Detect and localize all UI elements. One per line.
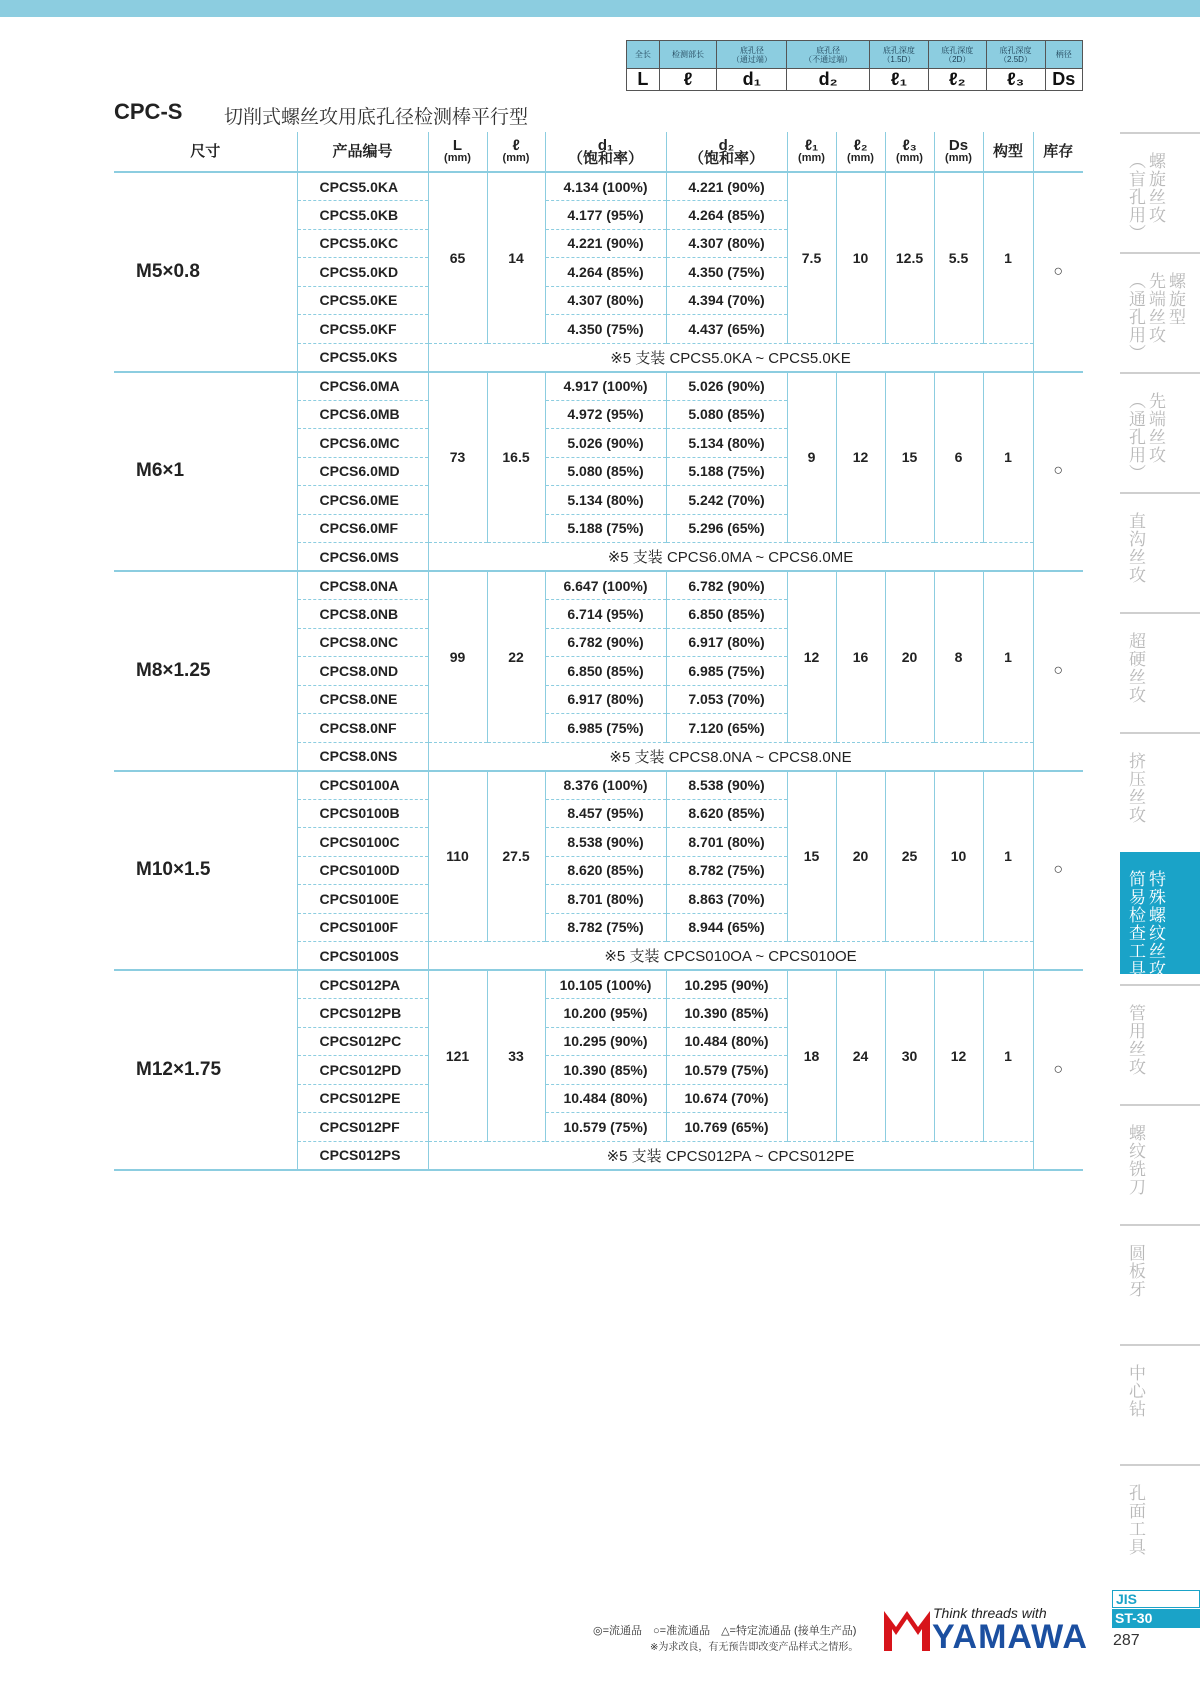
d1-cell: 8.538 (90%) bbox=[545, 828, 666, 857]
d1-cell: 4.917 (100%) bbox=[545, 372, 666, 401]
sidebar-tab-label: 中心钻 bbox=[1126, 1364, 1145, 1418]
d1-cell: 10.295 (90%) bbox=[545, 1027, 666, 1056]
product-code-cell: CPCS012PB bbox=[297, 999, 428, 1028]
sidebar-tab[interactable] bbox=[1120, 984, 1200, 1104]
l1-cell: 9 bbox=[787, 372, 836, 543]
product-code-cell: CPCS5.0KF bbox=[297, 315, 428, 344]
size-cell: M8×1.25 bbox=[114, 571, 297, 771]
dimension-legend bbox=[626, 40, 1083, 91]
col-l1: ℓ₁ (mm) bbox=[787, 132, 836, 172]
col-L: L (mm) bbox=[428, 132, 487, 172]
legend-header-cell: 检测部长 bbox=[659, 41, 717, 69]
d2-cell: 5.026 (90%) bbox=[666, 372, 787, 401]
product-code-cell: CPCS012PA bbox=[297, 970, 428, 999]
sidebar-tab[interactable] bbox=[1120, 852, 1200, 978]
product-code-cell: CPCS8.0NA bbox=[297, 571, 428, 600]
set-note-cell: ※5 支装 CPCS6.0MA ~ CPCS6.0ME bbox=[428, 543, 1033, 572]
col-type: 构型 bbox=[983, 132, 1033, 172]
brand-name: YAMAWA bbox=[932, 1618, 1088, 1656]
jis-label: JIS bbox=[1112, 1590, 1200, 1608]
d2-cell: 10.295 (90%) bbox=[666, 970, 787, 999]
col-code: 产品编号 bbox=[297, 132, 428, 172]
shank-cell: 6 bbox=[934, 372, 983, 543]
d1-cell: 6.782 (90%) bbox=[545, 628, 666, 657]
set-note-cell: ※5 支装 CPCS010OA ~ CPCS010OE bbox=[428, 942, 1033, 971]
product-code-cell: CPCS0100E bbox=[297, 885, 428, 914]
d1-cell: 10.105 (100%) bbox=[545, 970, 666, 999]
sidebar-tab-label: 超硬丝攻 bbox=[1126, 632, 1145, 704]
d2-cell: 6.850 (85%) bbox=[666, 600, 787, 629]
d2-cell: 10.390 (85%) bbox=[666, 999, 787, 1028]
d1-cell: 4.264 (85%) bbox=[545, 258, 666, 287]
l3-cell: 30 bbox=[885, 970, 934, 1141]
d1-cell: 8.620 (85%) bbox=[545, 856, 666, 885]
shank-cell: 8 bbox=[934, 571, 983, 742]
product-code-cell: CPCS8.0NC bbox=[297, 628, 428, 657]
sidebar-tab-label: 孔面工具 bbox=[1126, 1484, 1145, 1556]
d2-cell: 5.134 (80%) bbox=[666, 429, 787, 458]
type-cell: 1 bbox=[983, 372, 1033, 543]
product-code-cell: CPCS5.0KB bbox=[297, 201, 428, 230]
table-row bbox=[114, 571, 1083, 600]
set-code-cell: CPCS012PS bbox=[297, 1141, 428, 1170]
type-cell: 1 bbox=[983, 970, 1033, 1141]
set-code-cell: CPCS5.0KS bbox=[297, 343, 428, 372]
d1-cell: 8.701 (80%) bbox=[545, 885, 666, 914]
sidebar-tab-label: 特殊螺纹丝攻 bbox=[1146, 870, 1165, 978]
sidebar-tab-label: （通孔用） bbox=[1126, 272, 1145, 362]
d1-cell: 4.177 (95%) bbox=[545, 201, 666, 230]
col-l: ℓ (mm) bbox=[487, 132, 545, 172]
col-l3: ℓ₃ (mm) bbox=[885, 132, 934, 172]
gauge-length-cell: 16.5 bbox=[487, 372, 545, 543]
col-l2: ℓ₂ (mm) bbox=[836, 132, 885, 172]
product-code-cell: CPCS6.0MD bbox=[297, 457, 428, 486]
col-d2: d₂ （饱和率） bbox=[666, 132, 787, 172]
l1-cell: 15 bbox=[787, 771, 836, 942]
legend-symbol-cell: ℓ₁ bbox=[869, 69, 928, 91]
d1-cell: 10.579 (75%) bbox=[545, 1113, 666, 1142]
d2-cell: 5.080 (85%) bbox=[666, 400, 787, 429]
sidebar-tab-label: 管用丝攻 bbox=[1126, 1004, 1145, 1076]
sidebar-tab-label: 圆板牙 bbox=[1126, 1244, 1145, 1298]
product-code-cell: CPCS8.0NE bbox=[297, 685, 428, 714]
d2-cell: 10.579 (75%) bbox=[666, 1056, 787, 1085]
sidebar-tab-label: 螺纹铣刀 bbox=[1126, 1124, 1145, 1196]
sidebar-tab[interactable] bbox=[1120, 732, 1200, 852]
stock-cell: ○ bbox=[1033, 372, 1083, 572]
sidebar-tab[interactable] bbox=[1120, 1224, 1200, 1344]
sidebar-tab-label: 先端丝攻 bbox=[1146, 392, 1165, 464]
d2-cell: 8.782 (75%) bbox=[666, 856, 787, 885]
gauge-length-cell: 14 bbox=[487, 172, 545, 343]
product-code-cell: CPCS8.0NB bbox=[297, 600, 428, 629]
d1-cell: 10.484 (80%) bbox=[545, 1084, 666, 1113]
col-Ds: Ds (mm) bbox=[934, 132, 983, 172]
sidebar-tab-label: 简易检查工具 bbox=[1126, 870, 1145, 978]
legend-symbol-cell: ℓ bbox=[659, 69, 717, 91]
set-code-cell: CPCS6.0MS bbox=[297, 543, 428, 572]
legend-header-cell: 底孔径 （通过端） bbox=[717, 41, 787, 69]
section-label: ST-30 bbox=[1112, 1609, 1200, 1628]
d2-cell: 5.242 (70%) bbox=[666, 486, 787, 515]
d2-cell: 6.917 (80%) bbox=[666, 628, 787, 657]
d1-cell: 5.134 (80%) bbox=[545, 486, 666, 515]
sidebar-tab[interactable] bbox=[1120, 1104, 1200, 1224]
stock-cell: ○ bbox=[1033, 571, 1083, 771]
product-code-cell: CPCS012PF bbox=[297, 1113, 428, 1142]
legend-header-cell: 柄径 bbox=[1045, 41, 1082, 69]
length-cell: 110 bbox=[428, 771, 487, 942]
d2-cell: 8.863 (70%) bbox=[666, 885, 787, 914]
d1-cell: 6.917 (80%) bbox=[545, 685, 666, 714]
product-code-cell: CPCS6.0MB bbox=[297, 400, 428, 429]
l1-cell: 7.5 bbox=[787, 172, 836, 343]
legend-symbol-cell: ℓ₃ bbox=[986, 69, 1045, 91]
product-code-cell: CPCS5.0KD bbox=[297, 258, 428, 287]
page-title: CPC-S bbox=[114, 99, 183, 124]
sidebar-tab[interactable] bbox=[1120, 492, 1200, 612]
d1-cell: 10.200 (95%) bbox=[545, 999, 666, 1028]
product-code-cell: CPCS0100D bbox=[297, 856, 428, 885]
d1-cell: 8.782 (75%) bbox=[545, 913, 666, 942]
legend-symbol-cell: ℓ₂ bbox=[928, 69, 986, 91]
d1-cell: 10.390 (85%) bbox=[545, 1056, 666, 1085]
legend-symbol-cell: L bbox=[627, 69, 660, 91]
sidebar-tab[interactable] bbox=[1120, 1344, 1200, 1464]
d1-cell: 4.972 (95%) bbox=[545, 400, 666, 429]
page-subtitle: 切削式螺丝攻用底孔径检测棒平行型 bbox=[224, 107, 529, 128]
d1-cell: 4.134 (100%) bbox=[545, 172, 666, 201]
sidebar-tab[interactable] bbox=[1120, 132, 1200, 252]
sidebar-tab-label: 先端丝攻 bbox=[1146, 272, 1165, 344]
d2-cell: 8.620 (85%) bbox=[666, 799, 787, 828]
col-size: 尺寸 bbox=[114, 132, 297, 172]
l1-cell: 18 bbox=[787, 970, 836, 1141]
shank-cell: 10 bbox=[934, 771, 983, 942]
gauge-length-cell: 22 bbox=[487, 571, 545, 742]
sidebar-tab-label: 直沟丝攻 bbox=[1126, 512, 1145, 584]
product-code-cell: CPCS5.0KC bbox=[297, 229, 428, 258]
gauge-length-cell: 27.5 bbox=[487, 771, 545, 942]
sidebar-tab[interactable] bbox=[1120, 252, 1200, 372]
size-cell: M5×0.8 bbox=[114, 172, 297, 372]
d1-cell: 6.714 (95%) bbox=[545, 600, 666, 629]
legend-symbol-cell: d₂ bbox=[787, 69, 870, 91]
product-code-cell: CPCS0100F bbox=[297, 913, 428, 942]
d2-cell: 4.350 (75%) bbox=[666, 258, 787, 287]
d2-cell: 5.296 (65%) bbox=[666, 514, 787, 543]
d2-cell: 8.944 (65%) bbox=[666, 913, 787, 942]
legend-header-cell: 全长 bbox=[627, 41, 660, 69]
l3-cell: 12.5 bbox=[885, 172, 934, 343]
legend-symbol-cell: d₁ bbox=[717, 69, 787, 91]
d2-cell: 7.120 (65%) bbox=[666, 714, 787, 743]
top-color-band bbox=[0, 0, 1200, 17]
l2-cell: 20 bbox=[836, 771, 885, 942]
product-code-cell: CPCS5.0KE bbox=[297, 286, 428, 315]
change-notice: ※为求改良，有无预告即改变产品样式之情形。 bbox=[650, 1642, 859, 1653]
d2-cell: 7.053 (70%) bbox=[666, 685, 787, 714]
type-cell: 1 bbox=[983, 172, 1033, 343]
table-row bbox=[114, 372, 1083, 401]
d2-cell: 10.769 (65%) bbox=[666, 1113, 787, 1142]
table-row bbox=[114, 771, 1083, 800]
d1-cell: 4.350 (75%) bbox=[545, 315, 666, 344]
legend-header-cell: 底孔深度 （2.5D） bbox=[986, 41, 1045, 69]
d2-cell: 8.701 (80%) bbox=[666, 828, 787, 857]
l2-cell: 12 bbox=[836, 372, 885, 543]
product-code-cell: CPCS012PD bbox=[297, 1056, 428, 1085]
length-cell: 121 bbox=[428, 970, 487, 1141]
d1-cell: 4.307 (80%) bbox=[545, 286, 666, 315]
l2-cell: 10 bbox=[836, 172, 885, 343]
page-number: 287 bbox=[1113, 1632, 1140, 1649]
product-code-cell: CPCS0100A bbox=[297, 771, 428, 800]
product-code-cell: CPCS5.0KA bbox=[297, 172, 428, 201]
product-table bbox=[114, 132, 1083, 1171]
length-cell: 73 bbox=[428, 372, 487, 543]
col-d1: d₁ （饱和率） bbox=[545, 132, 666, 172]
d2-cell: 6.985 (75%) bbox=[666, 657, 787, 686]
legend-header-cell: 底孔径 （不通过端） bbox=[787, 41, 870, 69]
shank-cell: 5.5 bbox=[934, 172, 983, 343]
sidebar-tab-label: 螺旋型 bbox=[1166, 272, 1185, 326]
d1-cell: 6.647 (100%) bbox=[545, 571, 666, 600]
product-code-cell: CPCS6.0ME bbox=[297, 486, 428, 515]
set-code-cell: CPCS8.0NS bbox=[297, 742, 428, 771]
d1-cell: 4.221 (90%) bbox=[545, 229, 666, 258]
l1-cell: 12 bbox=[787, 571, 836, 742]
d2-cell: 4.307 (80%) bbox=[666, 229, 787, 258]
sidebar-tab[interactable] bbox=[1120, 612, 1200, 732]
d1-cell: 6.850 (85%) bbox=[545, 657, 666, 686]
product-code-cell: CPCS8.0NF bbox=[297, 714, 428, 743]
sidebar-tab-label: 螺旋丝攻 bbox=[1146, 152, 1165, 224]
yamawa-logo-icon bbox=[884, 1607, 930, 1651]
gauge-length-cell: 33 bbox=[487, 970, 545, 1141]
d2-cell: 4.437 (65%) bbox=[666, 315, 787, 344]
sidebar-tab[interactable] bbox=[1120, 372, 1200, 492]
table-header-row bbox=[114, 132, 1083, 172]
product-code-cell: CPCS012PC bbox=[297, 1027, 428, 1056]
stock-cell: ○ bbox=[1033, 172, 1083, 372]
d1-cell: 8.376 (100%) bbox=[545, 771, 666, 800]
sidebar-tab-label: 挤压丝攻 bbox=[1126, 752, 1145, 824]
product-code-cell: CPCS6.0MC bbox=[297, 429, 428, 458]
l3-cell: 15 bbox=[885, 372, 934, 543]
d2-cell: 10.674 (70%) bbox=[666, 1084, 787, 1113]
product-code-cell: CPCS012PE bbox=[297, 1084, 428, 1113]
type-cell: 1 bbox=[983, 771, 1033, 942]
sidebar-tab-label: （通孔用） bbox=[1126, 392, 1145, 482]
stock-cell: ○ bbox=[1033, 771, 1083, 971]
d1-cell: 5.080 (85%) bbox=[545, 457, 666, 486]
type-cell: 1 bbox=[983, 571, 1033, 742]
shank-cell: 12 bbox=[934, 970, 983, 1141]
d1-cell: 8.457 (95%) bbox=[545, 799, 666, 828]
product-code-cell: CPCS6.0MF bbox=[297, 514, 428, 543]
l3-cell: 20 bbox=[885, 571, 934, 742]
d1-cell: 6.985 (75%) bbox=[545, 714, 666, 743]
d1-cell: 5.188 (75%) bbox=[545, 514, 666, 543]
product-code-cell: CPCS6.0MA bbox=[297, 372, 428, 401]
product-code-cell: CPCS8.0ND bbox=[297, 657, 428, 686]
d2-cell: 8.538 (90%) bbox=[666, 771, 787, 800]
legend-symbol-cell: Ds bbox=[1045, 69, 1082, 91]
product-code-cell: CPCS0100C bbox=[297, 828, 428, 857]
brand-tagline: Think threads with bbox=[933, 1605, 1047, 1621]
length-cell: 65 bbox=[428, 172, 487, 343]
legend-header-cell: 底孔深度 （2D） bbox=[928, 41, 986, 69]
size-cell: M12×1.75 bbox=[114, 970, 297, 1170]
d2-cell: 10.484 (80%) bbox=[666, 1027, 787, 1056]
stock-legend-note: ◎=流通品 ○=准流通品 △=特定流通品 (接单生产品) bbox=[593, 1625, 857, 1637]
d1-cell: 5.026 (90%) bbox=[545, 429, 666, 458]
set-note-cell: ※5 支装 CPCS8.0NA ~ CPCS8.0NE bbox=[428, 742, 1033, 771]
l2-cell: 16 bbox=[836, 571, 885, 742]
d2-cell: 4.394 (70%) bbox=[666, 286, 787, 315]
d2-cell: 4.264 (85%) bbox=[666, 201, 787, 230]
d2-cell: 5.188 (75%) bbox=[666, 457, 787, 486]
length-cell: 99 bbox=[428, 571, 487, 742]
stock-cell: ○ bbox=[1033, 970, 1083, 1170]
l2-cell: 24 bbox=[836, 970, 885, 1141]
sidebar-tab[interactable] bbox=[1120, 1464, 1200, 1584]
set-note-cell: ※5 支装 CPCS012PA ~ CPCS012PE bbox=[428, 1141, 1033, 1170]
set-code-cell: CPCS0100S bbox=[297, 942, 428, 971]
size-cell: M10×1.5 bbox=[114, 771, 297, 971]
d2-cell: 4.221 (90%) bbox=[666, 172, 787, 201]
sidebar-tab-label: （盲孔用） bbox=[1126, 152, 1145, 242]
l3-cell: 25 bbox=[885, 771, 934, 942]
col-stock: 库存 bbox=[1033, 132, 1083, 172]
set-note-cell: ※5 支装 CPCS5.0KA ~ CPCS5.0KE bbox=[428, 343, 1033, 372]
legend-header-cell: 底孔深度 （1.5D） bbox=[869, 41, 928, 69]
d2-cell: 6.782 (90%) bbox=[666, 571, 787, 600]
size-cell: M6×1 bbox=[114, 372, 297, 572]
table-row bbox=[114, 970, 1083, 999]
table-row bbox=[114, 172, 1083, 201]
product-code-cell: CPCS0100B bbox=[297, 799, 428, 828]
